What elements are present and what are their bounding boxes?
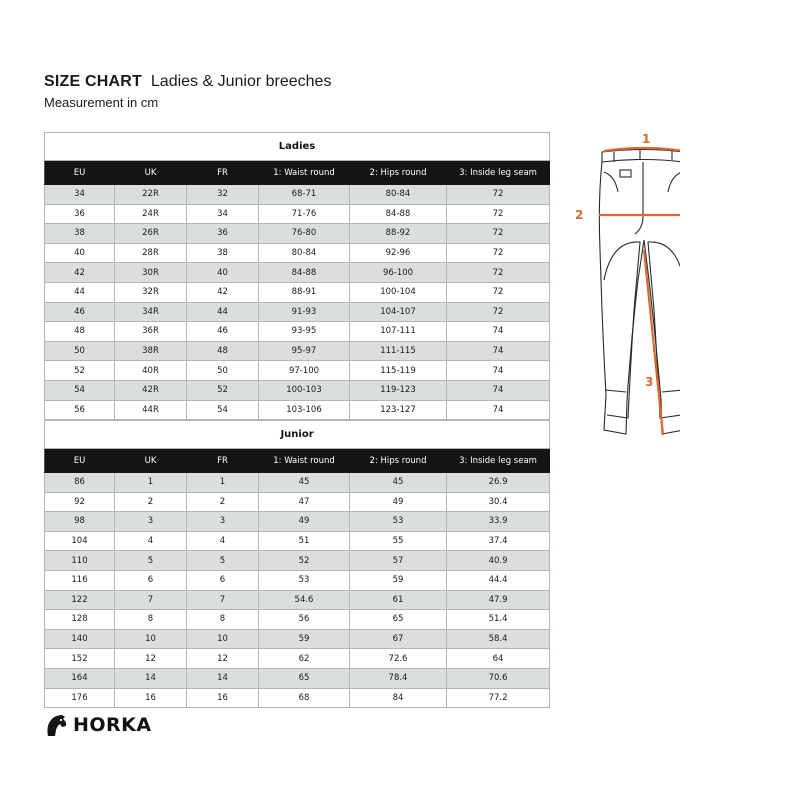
- table-cell: 74: [447, 361, 550, 381]
- table-cell: 16: [187, 688, 259, 708]
- table-row: [45, 361, 550, 381]
- table-cell: 47.9: [447, 590, 550, 610]
- table-cell: 40: [187, 263, 259, 283]
- table-cell: 2: [115, 492, 187, 512]
- table-cell: 91-93: [259, 302, 350, 322]
- table-cell: 4: [187, 531, 259, 551]
- table-cell: 24R: [115, 204, 187, 224]
- table-cell: 49: [259, 512, 350, 532]
- table-cell: 128: [45, 610, 115, 630]
- label-waist: 1: [642, 132, 651, 146]
- ladies-size-table: [44, 132, 550, 420]
- ladies-table-title: Ladies: [45, 133, 550, 161]
- ladies-col-header: 2: Hips round: [350, 161, 447, 185]
- table-row: [45, 629, 550, 649]
- table-cell: 45: [259, 473, 350, 493]
- table-cell: 67: [350, 629, 447, 649]
- table-cell: 1: [187, 473, 259, 493]
- table-cell: 26R: [115, 224, 187, 244]
- table-cell: 56: [259, 610, 350, 630]
- table-cell: 96-100: [350, 263, 447, 283]
- table-cell: 32R: [115, 282, 187, 302]
- junior-col-header: 1: Waist round: [259, 449, 350, 473]
- table-cell: 55: [350, 531, 447, 551]
- table-cell: 26.9: [447, 473, 550, 493]
- table-cell: 6: [115, 570, 187, 590]
- table-row: [45, 551, 550, 571]
- ladies-col-header: 1: Waist round: [259, 161, 350, 185]
- table-cell: 36: [187, 224, 259, 244]
- table-cell: 74: [447, 380, 550, 400]
- table-cell: 84-88: [259, 263, 350, 283]
- junior-table-title: Junior: [45, 421, 550, 449]
- title-rest: Ladies & Junior breeches: [150, 73, 332, 90]
- table-cell: 34: [187, 204, 259, 224]
- table-cell: 5: [115, 551, 187, 571]
- table-cell: 40: [45, 243, 115, 263]
- table-row: [45, 341, 550, 361]
- table-cell: 52: [45, 361, 115, 381]
- table-cell: 14: [187, 668, 259, 688]
- measurement-unit-note: Measurement in cm: [44, 95, 159, 110]
- table-cell: 51.4: [447, 610, 550, 630]
- table-cell: 49: [350, 492, 447, 512]
- table-cell: 8: [187, 610, 259, 630]
- table-cell: 53: [350, 512, 447, 532]
- table-cell: 44R: [115, 400, 187, 420]
- table-cell: 54: [187, 400, 259, 420]
- junior-col-header: UK: [115, 449, 187, 473]
- table-cell: 46: [45, 302, 115, 322]
- table-row: [45, 263, 550, 283]
- inside-leg-measure-line: [644, 250, 663, 435]
- junior-size-table: [44, 420, 550, 708]
- table-cell: 4: [115, 531, 187, 551]
- table-cell: 48: [45, 322, 115, 342]
- breeches-outline: [599, 150, 680, 435]
- table-row: [45, 649, 550, 669]
- table-cell: 115-119: [350, 361, 447, 381]
- table-cell: 74: [447, 322, 550, 342]
- table-cell: 92-96: [350, 243, 447, 263]
- table-cell: 52: [259, 551, 350, 571]
- table-cell: 65: [259, 668, 350, 688]
- table-cell: 72: [447, 302, 550, 322]
- label-hips: 2: [575, 208, 584, 222]
- table-cell: 76-80: [259, 224, 350, 244]
- junior-col-header: 2: Hips round: [350, 449, 447, 473]
- table-cell: 36R: [115, 322, 187, 342]
- table-cell: 71-76: [259, 204, 350, 224]
- table-cell: 64: [447, 649, 550, 669]
- table-cell: 98: [45, 512, 115, 532]
- table-cell: 44.4: [447, 570, 550, 590]
- table-cell: 116: [45, 570, 115, 590]
- table-cell: 104: [45, 531, 115, 551]
- table-cell: 72: [447, 243, 550, 263]
- ladies-header-row: [45, 161, 550, 185]
- table-cell: 38: [187, 243, 259, 263]
- junior-header-row: [45, 449, 550, 473]
- table-cell: 52: [187, 380, 259, 400]
- table-cell: 65: [350, 610, 447, 630]
- table-cell: 54: [45, 380, 115, 400]
- table-cell: 46: [187, 322, 259, 342]
- table-cell: 34: [45, 185, 115, 205]
- junior-col-header: FR: [187, 449, 259, 473]
- table-cell: 100-103: [259, 380, 350, 400]
- table-cell: 61: [350, 590, 447, 610]
- table-cell: 86: [45, 473, 115, 493]
- table-row: [45, 531, 550, 551]
- table-cell: 80-84: [259, 243, 350, 263]
- table-cell: 111-115: [350, 341, 447, 361]
- table-cell: 42: [45, 263, 115, 283]
- breeches-diagram: [560, 130, 680, 450]
- junior-col-header: EU: [45, 449, 115, 473]
- table-cell: 176: [45, 688, 115, 708]
- table-row: [45, 322, 550, 342]
- table-cell: 59: [350, 570, 447, 590]
- table-cell: 3: [187, 512, 259, 532]
- table-row: [45, 243, 550, 263]
- table-row: [45, 610, 550, 630]
- table-cell: 57: [350, 551, 447, 571]
- table-cell: 122: [45, 590, 115, 610]
- table-cell: 107-111: [350, 322, 447, 342]
- table-cell: 72: [447, 204, 550, 224]
- table-cell: 30R: [115, 263, 187, 283]
- table-cell: 72: [447, 224, 550, 244]
- table-cell: 44: [45, 282, 115, 302]
- junior-col-header: 3: Inside leg seam: [447, 449, 550, 473]
- table-cell: 2: [187, 492, 259, 512]
- table-cell: 77.2: [447, 688, 550, 708]
- table-cell: 92: [45, 492, 115, 512]
- table-cell: 74: [447, 400, 550, 420]
- table-row: [45, 380, 550, 400]
- table-cell: 93-95: [259, 322, 350, 342]
- table-cell: 72: [447, 263, 550, 283]
- table-cell: 7: [115, 590, 187, 610]
- ladies-col-header: FR: [187, 161, 259, 185]
- table-cell: 78.4: [350, 668, 447, 688]
- table-cell: 72.6: [350, 649, 447, 669]
- table-cell: 72: [447, 185, 550, 205]
- table-cell: 84-88: [350, 204, 447, 224]
- brand-logo: [43, 712, 152, 738]
- table-cell: 53: [259, 570, 350, 590]
- table-cell: 34R: [115, 302, 187, 322]
- table-cell: 88-92: [350, 224, 447, 244]
- table-cell: 50: [187, 361, 259, 381]
- table-cell: 50: [45, 341, 115, 361]
- table-cell: 5: [187, 551, 259, 571]
- ladies-col-header: EU: [45, 161, 115, 185]
- ladies-col-header: 3: Inside leg seam: [447, 161, 550, 185]
- table-cell: 123-127: [350, 400, 447, 420]
- table-cell: 97-100: [259, 361, 350, 381]
- table-cell: 70.6: [447, 668, 550, 688]
- table-cell: 103-106: [259, 400, 350, 420]
- table-cell: 59: [259, 629, 350, 649]
- title-bold: SIZE CHART: [44, 73, 142, 90]
- table-cell: 100-104: [350, 282, 447, 302]
- table-row: [45, 400, 550, 420]
- table-cell: 119-123: [350, 380, 447, 400]
- page-title: [44, 73, 331, 91]
- table-cell: 45: [350, 473, 447, 493]
- table-cell: 44: [187, 302, 259, 322]
- table-cell: 56: [45, 400, 115, 420]
- table-cell: 22R: [115, 185, 187, 205]
- table-cell: 12: [115, 649, 187, 669]
- table-cell: 30.4: [447, 492, 550, 512]
- table-cell: 47: [259, 492, 350, 512]
- table-row: [45, 590, 550, 610]
- table-cell: 10: [187, 629, 259, 649]
- table-cell: 42R: [115, 380, 187, 400]
- table-row: [45, 224, 550, 244]
- table-cell: 84: [350, 688, 447, 708]
- table-cell: 32: [187, 185, 259, 205]
- table-row: [45, 302, 550, 322]
- table-cell: 42: [187, 282, 259, 302]
- table-cell: 80-84: [350, 185, 447, 205]
- table-cell: 7: [187, 590, 259, 610]
- table-row: [45, 570, 550, 590]
- table-cell: 58.4: [447, 629, 550, 649]
- table-row: [45, 473, 550, 493]
- table-cell: 164: [45, 668, 115, 688]
- table-cell: 1: [115, 473, 187, 493]
- table-cell: 38: [45, 224, 115, 244]
- ladies-table-body: [45, 185, 550, 420]
- brand-name: HORKA: [73, 714, 152, 736]
- table-row: [45, 668, 550, 688]
- table-cell: 68: [259, 688, 350, 708]
- table-cell: 40R: [115, 361, 187, 381]
- table-cell: 14: [115, 668, 187, 688]
- table-row: [45, 492, 550, 512]
- table-cell: 40.9: [447, 551, 550, 571]
- table-row: [45, 204, 550, 224]
- table-cell: 62: [259, 649, 350, 669]
- table-cell: 140: [45, 629, 115, 649]
- ladies-col-header: UK: [115, 161, 187, 185]
- table-row: [45, 512, 550, 532]
- table-row: [45, 185, 550, 205]
- table-row: [45, 688, 550, 708]
- table-cell: 54.6: [259, 590, 350, 610]
- table-cell: 95-97: [259, 341, 350, 361]
- table-cell: 152: [45, 649, 115, 669]
- table-cell: 51: [259, 531, 350, 551]
- table-cell: 48: [187, 341, 259, 361]
- table-cell: 37.4: [447, 531, 550, 551]
- table-cell: 72: [447, 282, 550, 302]
- table-cell: 38R: [115, 341, 187, 361]
- table-cell: 36: [45, 204, 115, 224]
- horse-head-icon: [43, 712, 69, 738]
- table-cell: 68-71: [259, 185, 350, 205]
- table-cell: 12: [187, 649, 259, 669]
- table-cell: 104-107: [350, 302, 447, 322]
- table-cell: 3: [115, 512, 187, 532]
- table-cell: 16: [115, 688, 187, 708]
- junior-table-body: [45, 473, 550, 708]
- table-cell: 10: [115, 629, 187, 649]
- table-cell: 110: [45, 551, 115, 571]
- label-inside-leg: 3: [645, 375, 654, 389]
- table-cell: 28R: [115, 243, 187, 263]
- table-cell: 8: [115, 610, 187, 630]
- table-cell: 6: [187, 570, 259, 590]
- table-row: [45, 282, 550, 302]
- table-cell: 33.9: [447, 512, 550, 532]
- table-cell: 88-91: [259, 282, 350, 302]
- measurement-labels: [575, 132, 653, 389]
- table-cell: 74: [447, 341, 550, 361]
